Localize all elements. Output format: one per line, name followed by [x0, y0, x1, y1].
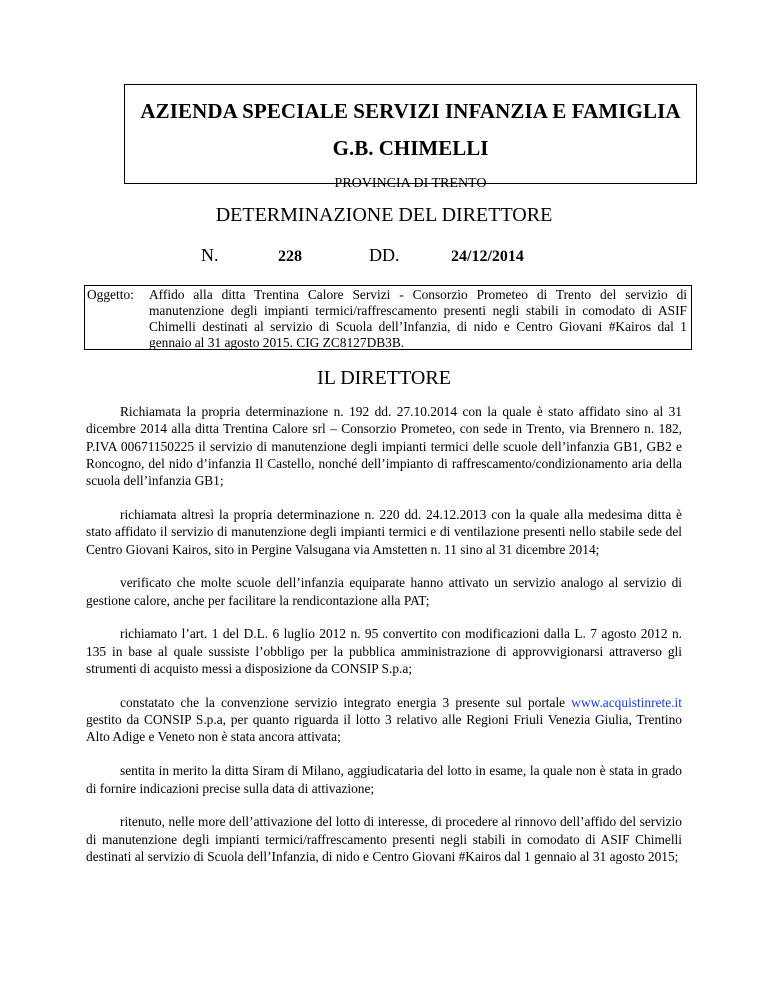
document-body [86, 403, 682, 882]
document-number: 228 [278, 248, 302, 265]
body-paragraph-6: sentita in merito la ditta Siram di Milano, aggiudicataria del lotto in esame, la quale non è stata in grado di fornire indicazioni precise sulla data di attivazione; [86, 763, 682, 796]
document-type: DETERMINAZIONE DEL DIRETTORE [215, 204, 553, 226]
header-box [124, 84, 697, 191]
body-paragraph-2: richiamata altresì la propria determinazione n. 220 dd. 24.12.2013 con la quale alla medesima ditta è stato affidato il servizio di manutenzione degli impianti termici e di ventilazione presenti nello stabile sede del Centro Giovani Kairos, sito in Pergine Valsugana via Amstetten n. 11 sino al 31 dicembre 2014; [86, 506, 682, 557]
number-label: N. [201, 245, 219, 265]
acquistinrete-link[interactable]: www.acquistinrete.it [571, 694, 682, 710]
body-paragraph-1: Richiamata la propria determinazione n. 192 dd. 27.10.2014 con la quale è stato affidato sino al 31 dicembre 2014 alla ditta Trentina Calore srl – Consorzio Prometeo, con sede in Trento, via Brennero n. 182, P.IVA 00671150225 il servizio di manutenzione degli impianti termici delle scuole dell’infanzia GB1, GB2 e Roncogno, del nido d’infanzia Il Castello, nonché dell’impianto di raffrescamento/condizionamento aria della scuola dell’infanzia GB1; [86, 404, 682, 489]
body-paragraph-3: verificato che molte scuole dell’infanzia equiparate hanno attivato un servizio analogo al servizio di gestione calore, anche per facilitare la rendicontazione alla PAT; [86, 575, 682, 608]
body-paragraph-4: richiamato l’art. 1 del D.L. 6 luglio 2012 n. 95 convertito con modificazioni dalla L. 7 agosto 2012 n. 135 in base al quale sussiste l’obbligo per la pubblica amministrazione di approvvigionarsi attraverso gli strumenti di acquisto messi a disposizione da CONSIP S.p.a; [86, 626, 682, 677]
paragraph-5-text-end: gestito da CONSIP S.p.a, per quanto riguarda il lotto 3 relativo alle Regioni Friuli Venezia Giulia, Trentino Alto Adige e Veneto non è stata ancora attivata; [86, 712, 682, 745]
document-date: 24/12/2014 [451, 248, 524, 265]
organization-name: AZIENDA SPECIALE SERVIZI INFANZIA E FAMIGLIA [140, 99, 681, 123]
body-paragraph-7: ritenuto, nelle more dell’attivazione del lotto di interesse, di procedere al rinnovo dell’affido del servizio di manutenzione degli impianti termici/raffrescamento presenti negli stabili in comodato di ASIF Chimelli destinati al servizio di Scuola dell’Infanzia, di nido e Centro Giovani #Kairos dal 1 gennaio al 31 agosto 2015; [86, 814, 682, 864]
paragraph-5-text-start: constatato che la convenzione servizio integrato energia 3 presente sul portale [120, 694, 572, 710]
subject-box [84, 285, 692, 350]
subject-label: Oggetto: [87, 287, 134, 302]
province-name: PROVINCIA DI TRENTO [334, 176, 487, 191]
date-label: DD. [369, 245, 400, 265]
subject-text: Affido alla ditta Trentina Calore Servizi - Consorzio Prometeo di Trento del servizio di manutenzione degli impianti termici/raffrescamento presenti negli stabili in comodato di ASIF Chimelli destinati al servizio di Scuola dell’Infanzia, di nido e Centro Giovani #Kairos dal 1 gennaio al 31 agosto 2015. CIG ZC8127DB3B. [149, 287, 687, 350]
organization-subtitle: G.B. CHIMELLI [332, 136, 489, 160]
body-paragraph-5 [86, 694, 682, 746]
section-heading: IL DIRETTORE [317, 367, 451, 389]
